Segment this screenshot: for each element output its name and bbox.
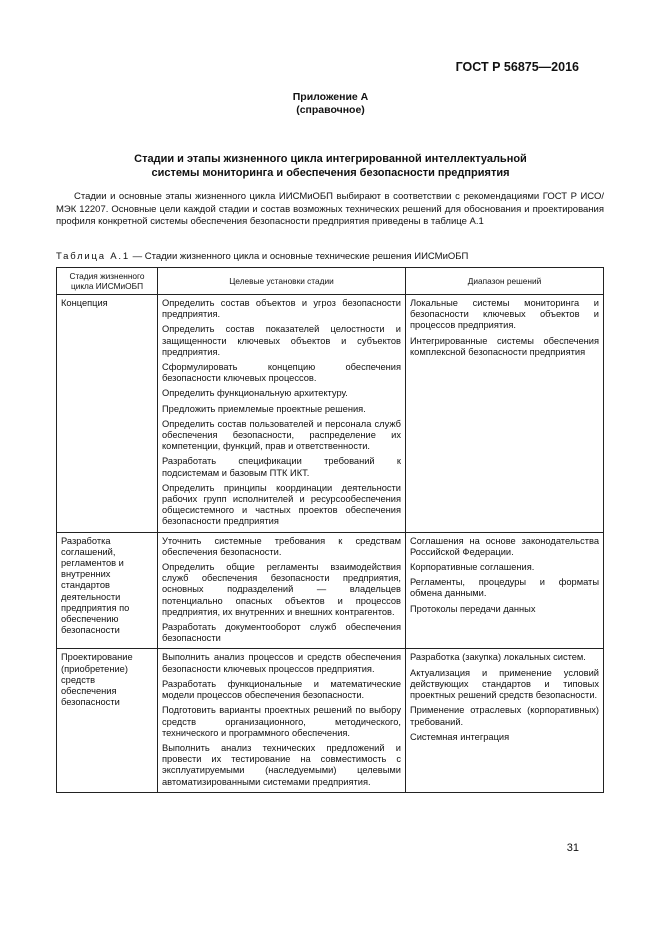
targets-cell — [158, 649, 406, 792]
solution-item: Локальные системы мониторинга и безопасности ключевых объектов и процессов предприятия. — [410, 298, 599, 331]
header-solutions: Диапазон решений — [406, 268, 604, 295]
solution-item: Корпоративные соглашения. — [410, 562, 535, 573]
intro-text: Стадии и основные этапы жизненного цикла ИИСМиОБП выбирают в соответствии с рекомендациями ГОСТ Р ИСО/МЭК 12207. Основные цели каждой стадии и состав возможных технических решений для обоснования и проектирования профиля конкретной системы обеспечения безопасности предприятия приведены в таблице А.1 — [56, 191, 604, 228]
target-item: Сформулировать концепцию обеспечения безопасности ключевых процессов. — [162, 362, 401, 384]
solution-item: Регламенты, процедуры и форматы обмена данными. — [410, 577, 599, 599]
stage-cell: Проектирование (приобретение) средств обеспечения безопасности — [57, 649, 158, 792]
target-item: Определить состав показателей целостности и защищенности ключевых объектов и субъектов предприятия. — [162, 324, 401, 357]
standard-designation: ГОСТ Р 56875—2016 — [455, 60, 579, 74]
stage-cell: Разработка соглашений, регламентов и внутренних стандартов деятельности предприятия по обеспечению безопасности — [57, 532, 158, 649]
solution-item: Актуализация и применение условий действующих стандартов и типовых проектных решений средств безопасности. — [410, 667, 599, 701]
intro-paragraph — [56, 191, 604, 229]
table-header-row — [57, 268, 604, 295]
targets-cell — [158, 295, 406, 533]
table-row — [57, 649, 604, 792]
table-row — [57, 532, 604, 649]
solution-item: Системная интеграция — [410, 731, 510, 742]
annex-title: Приложение А — [292, 91, 369, 103]
solution-item: Протоколы передачи данных — [410, 603, 536, 614]
target-item: Выполнить анализ процессов и средств обеспечения безопасности ключевых процессов предприятия. — [162, 652, 401, 674]
target-item: Разработать функциональные и математические модели процессов обеспечения безопасности. — [162, 678, 401, 701]
solution-item: Разработка (закупка) локальных систем. — [410, 652, 586, 663]
header-targets: Целевые установки стадии — [158, 268, 406, 295]
page-number: 31 — [566, 842, 579, 854]
section-title-line1: Стадии и этапы жизненного цикла интегрированной интеллектуальной — [134, 153, 527, 165]
target-item: Разработать документооборот служб обеспечения безопасности — [162, 622, 401, 644]
target-item: Разработать спецификации требований к подсистемам и базовым ПТК ИКТ. — [162, 456, 401, 478]
target-item: Выполнить анализ технических предложений и провести их тестирование на совместимость с эксплуатируемыми (наследуемыми) целевыми автоматизированными системами предприятия. — [162, 742, 401, 787]
annex-subtitle: (справочное) — [296, 104, 365, 116]
table-caption-label: Таблица А.1 — [56, 251, 130, 262]
solutions-cell — [406, 649, 604, 792]
solutions-cell — [406, 532, 604, 649]
header-stage: Стадия жизненного цикла ИИСМиОБП — [57, 268, 158, 295]
target-item: Предложить приемлемые проектные решения. — [162, 403, 366, 414]
table-caption-text: — Стадии жизненного цикла и основные технические решения ИИСМиОБП — [129, 251, 469, 262]
target-item: Подготовить варианты проектных решений по выбору средств организационного, методического, технического и программного обеспечения. — [162, 705, 401, 738]
lifecycle-table — [56, 267, 604, 793]
solutions-cell — [406, 295, 604, 533]
stage-cell: Концепция — [57, 295, 158, 533]
targets-cell — [158, 532, 406, 649]
target-item: Определить состав объектов и угроз безопасности предприятия. — [162, 298, 401, 320]
solution-item: Интегрированные системы обеспечения комплексной безопасности предприятия — [410, 335, 599, 357]
target-item: Определить функциональную архитектуру. — [162, 388, 348, 399]
solution-item: Применение отраслевых (корпоративных) требований. — [410, 705, 599, 727]
target-item: Определить состав пользователей и персонала служб обеспечения безопасности, распределение их компетенции, функций, прав и ответственности. — [162, 418, 401, 452]
target-item: Определить принципы координации деятельности рабочих групп исполнителей и ресурсообеспечения общесистемного и частных проектов обеспечения безопасности предприятия — [162, 482, 401, 527]
solution-item: Соглашения на основе законодательства Российской Федерации. — [410, 535, 599, 557]
table-row — [57, 295, 604, 533]
target-item: Уточнить системные требования к средствам обеспечения безопасности. — [162, 535, 401, 557]
target-item: Определить общие регламенты взаимодействия служб обеспечения безопасности предприятия, основных подразделений — владельцев потенциально опасных объектов и процессов предприятия, их внутренних и внешних контрагентов. — [162, 562, 401, 617]
table-caption — [56, 251, 468, 262]
section-title-line2: системы мониторинга и обеспечения безопасности предприятия — [151, 167, 510, 179]
